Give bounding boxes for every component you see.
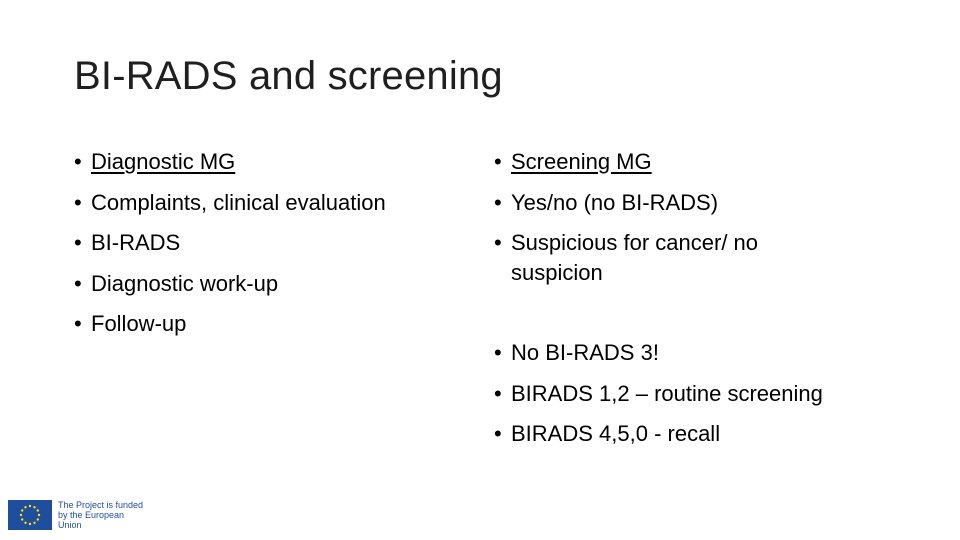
bullet-text: Diagnostic work-up — [91, 270, 279, 296]
flag-star — [33, 506, 35, 508]
flag-star — [20, 514, 22, 516]
bullet-text: Yes/no (no BI-RADS) — [511, 189, 719, 215]
list-item — [74, 269, 454, 299]
slide-title: BI-RADS and screening — [74, 54, 503, 98]
right-bullet-list-bottom — [494, 338, 934, 460]
flag-star — [24, 522, 26, 524]
bullet-text: Suspicious for cancer/ no suspicion — [511, 230, 759, 285]
flag-star — [29, 505, 31, 507]
footer-text: The Project is funded by the European Union — [58, 500, 144, 530]
bullet-text: No BI-RADS 3! — [511, 340, 659, 365]
list-item — [74, 188, 454, 218]
bullet-text: BIRADS 1,2 – routine screening — [511, 380, 823, 406]
list-item — [494, 419, 934, 449]
flag-star — [29, 523, 31, 525]
list-item — [74, 228, 454, 258]
flag-star — [37, 509, 39, 511]
eu-flag-icon — [8, 500, 52, 530]
eu-flag-stars — [8, 500, 52, 530]
bullet-text: Follow-up — [91, 311, 187, 336]
bullet-text: Complaints, clinical evaluation — [91, 189, 386, 215]
bullet-text: Diagnostic MG — [91, 149, 236, 174]
eu-funding-footer — [8, 500, 148, 530]
flag-star — [21, 509, 23, 511]
right-bullet-list-top — [494, 147, 894, 299]
bullet-text: Screening MG — [511, 149, 652, 174]
list-item — [494, 338, 934, 368]
list-item — [494, 147, 894, 177]
bullet-text: BI-RADS — [91, 230, 181, 255]
flag-star — [33, 522, 35, 524]
list-item — [74, 147, 454, 177]
flag-star — [37, 518, 39, 520]
list-item — [494, 228, 811, 288]
left-bullet-list — [74, 147, 454, 350]
list-item — [494, 188, 894, 218]
list-item — [494, 379, 934, 409]
flag-star — [38, 514, 40, 516]
list-item — [74, 309, 454, 339]
flag-star — [24, 506, 26, 508]
bullet-text: BIRADS 4,5,0 - recall — [511, 421, 721, 446]
flag-star — [21, 518, 23, 520]
